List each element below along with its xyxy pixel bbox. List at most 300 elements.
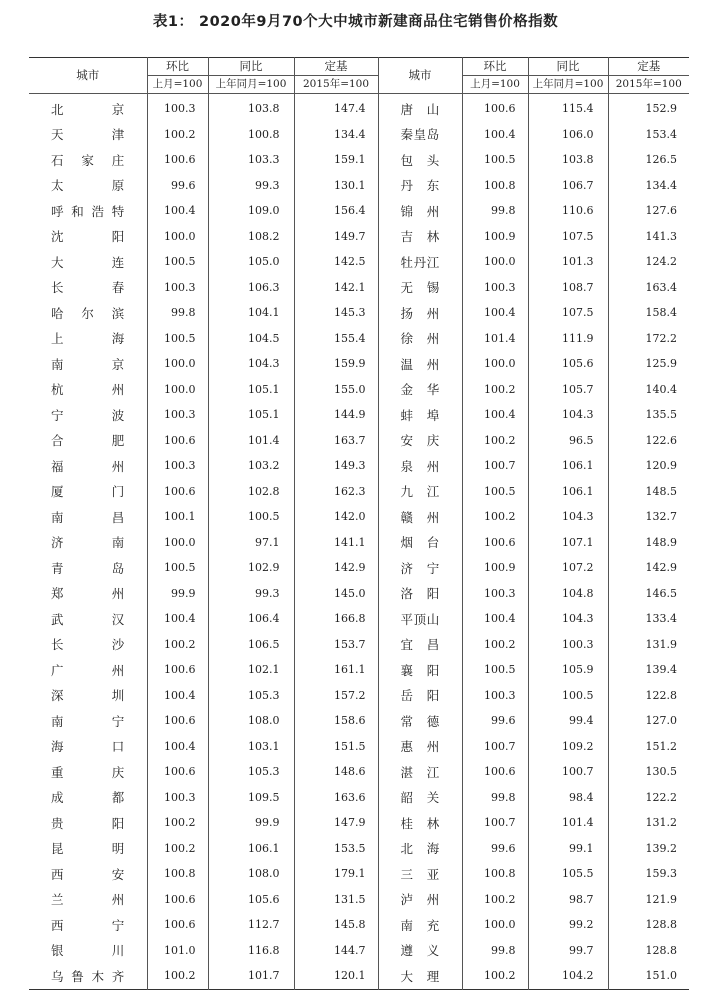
cell-city-left: 杭州 <box>51 382 125 398</box>
cell-yoy-left: 105.0 <box>208 249 294 275</box>
cell-yoy-left: 112.7 <box>208 912 294 938</box>
cell-city-left: 石家庄 <box>51 152 125 168</box>
cell-city-left: 乌鲁木齐 <box>51 968 125 984</box>
cell-base-left: 120.1 <box>294 963 378 989</box>
table-row <box>29 632 689 658</box>
cell-city-right: 牡丹江 <box>378 249 462 275</box>
cell-mom-left: 100.3 <box>147 785 208 811</box>
cell-mom-left: 100.6 <box>147 428 208 454</box>
cell-yoy-right: 107.5 <box>528 224 608 250</box>
cell-yoy-right: 99.4 <box>528 708 608 734</box>
cell-yoy-right: 106.1 <box>528 453 608 479</box>
cell-base-left: 148.6 <box>294 759 378 785</box>
cell-mom-left: 100.6 <box>147 708 208 734</box>
cell-yoy-left: 103.8 <box>208 94 294 122</box>
cell-city-right: 安庆 <box>378 428 462 454</box>
table-row <box>29 224 689 250</box>
table-row <box>29 581 689 607</box>
cell-mom-left: 100.6 <box>147 887 208 913</box>
cell-mom-left: 100.0 <box>147 224 208 250</box>
cell-city-right: 烟台 <box>378 530 462 556</box>
cell-yoy-right: 106.0 <box>528 122 608 148</box>
cell-mom-left: 100.0 <box>147 530 208 556</box>
cell-yoy-left: 103.2 <box>208 453 294 479</box>
cell-mom-right: 100.2 <box>462 504 528 530</box>
cell-city-left: 南昌 <box>51 509 125 525</box>
cell-yoy-left: 99.3 <box>208 173 294 199</box>
cell-yoy-left: 102.8 <box>208 479 294 505</box>
cell-city-left: 沈阳 <box>51 229 125 245</box>
subheader-base-right: 2015年=100 <box>608 76 689 94</box>
cell-mom-right: 100.4 <box>462 300 528 326</box>
cell-base-right: 120.9 <box>608 453 689 479</box>
cell-yoy-left: 105.6 <box>208 887 294 913</box>
cell-mom-left: 99.9 <box>147 581 208 607</box>
table-row <box>29 836 689 862</box>
cell-mom-left: 101.0 <box>147 938 208 964</box>
table-row <box>29 326 689 352</box>
cell-mom-right: 100.0 <box>462 249 528 275</box>
cell-yoy-left: 104.5 <box>208 326 294 352</box>
cell-base-right: 148.9 <box>608 530 689 556</box>
cell-base-right: 127.6 <box>608 198 689 224</box>
table-row <box>29 708 689 734</box>
cell-mom-left: 100.0 <box>147 377 208 403</box>
cell-mom-left: 100.3 <box>147 275 208 301</box>
cell-mom-left: 100.4 <box>147 683 208 709</box>
cell-mom-left: 100.2 <box>147 632 208 658</box>
cell-city-right: 三亚 <box>378 861 462 887</box>
cell-base-right: 127.0 <box>608 708 689 734</box>
cell-mom-left: 100.2 <box>147 836 208 862</box>
cell-base-right: 131.9 <box>608 632 689 658</box>
cell-base-left: 155.0 <box>294 377 378 403</box>
cell-city-left: 北京 <box>51 101 125 117</box>
cell-yoy-left: 101.4 <box>208 428 294 454</box>
cell-base-left: 163.6 <box>294 785 378 811</box>
cell-city-right: 唐山 <box>378 94 462 122</box>
cell-mom-right: 100.4 <box>462 606 528 632</box>
cell-yoy-right: 107.2 <box>528 555 608 581</box>
cell-base-left: 159.1 <box>294 147 378 173</box>
table-row <box>29 530 689 556</box>
cell-base-right: 134.4 <box>608 173 689 199</box>
cell-base-right: 151.0 <box>608 963 689 989</box>
cell-mom-left: 100.1 <box>147 504 208 530</box>
cell-base-left: 134.4 <box>294 122 378 148</box>
cell-yoy-left: 99.9 <box>208 810 294 836</box>
cell-mom-right: 100.3 <box>462 683 528 709</box>
cell-base-left: 147.4 <box>294 94 378 122</box>
cell-base-right: 142.9 <box>608 555 689 581</box>
cell-city-left: 海口 <box>51 739 125 755</box>
table-row <box>29 249 689 275</box>
header-base-right: 定基 <box>608 58 689 76</box>
cell-yoy-left: 102.1 <box>208 657 294 683</box>
cell-yoy-left: 106.4 <box>208 606 294 632</box>
cell-mom-left: 100.5 <box>147 249 208 275</box>
cell-base-left: 162.3 <box>294 479 378 505</box>
cell-city-left: 成都 <box>51 790 125 806</box>
cell-base-right: 128.8 <box>608 938 689 964</box>
cell-city-left: 深圳 <box>51 688 125 704</box>
cell-city-right: 温州 <box>378 351 462 377</box>
table-row <box>29 734 689 760</box>
cell-base-right: 172.2 <box>608 326 689 352</box>
cell-yoy-left: 108.2 <box>208 224 294 250</box>
cell-mom-right: 99.6 <box>462 708 528 734</box>
cell-base-right: 151.2 <box>608 734 689 760</box>
cell-base-right: 139.4 <box>608 657 689 683</box>
cell-mom-right: 99.8 <box>462 938 528 964</box>
cell-city-left: 宁波 <box>51 407 125 423</box>
table-row <box>29 887 689 913</box>
cell-mom-right: 100.9 <box>462 555 528 581</box>
cell-yoy-right: 104.3 <box>528 606 608 632</box>
cell-yoy-right: 100.7 <box>528 759 608 785</box>
cell-mom-right: 99.6 <box>462 836 528 862</box>
table-row <box>29 377 689 403</box>
cell-mom-right: 100.9 <box>462 224 528 250</box>
table-row <box>29 861 689 887</box>
cell-city-right: 湛江 <box>378 759 462 785</box>
cell-mom-left: 100.5 <box>147 326 208 352</box>
cell-mom-right: 101.4 <box>462 326 528 352</box>
cell-mom-right: 100.8 <box>462 173 528 199</box>
cell-yoy-right: 111.9 <box>528 326 608 352</box>
cell-city-left: 南京 <box>51 356 125 372</box>
cell-base-left: 142.1 <box>294 275 378 301</box>
header-city-left: 城市 <box>29 58 147 94</box>
cell-yoy-right: 99.2 <box>528 912 608 938</box>
cell-mom-left: 100.2 <box>147 122 208 148</box>
table-body <box>29 94 689 990</box>
cell-yoy-right: 115.4 <box>528 94 608 122</box>
cell-yoy-left: 97.1 <box>208 530 294 556</box>
subheader-mom-right: 上月=100 <box>462 76 528 94</box>
subheader-base-left: 2015年=100 <box>294 76 378 94</box>
cell-mom-left: 100.6 <box>147 479 208 505</box>
cell-base-right: 146.5 <box>608 581 689 607</box>
cell-city-left: 西安 <box>51 866 125 882</box>
cell-base-right: 133.4 <box>608 606 689 632</box>
cell-base-right: 125.9 <box>608 351 689 377</box>
cell-city-right: 常德 <box>378 708 462 734</box>
table-row <box>29 300 689 326</box>
cell-mom-left: 100.0 <box>147 351 208 377</box>
cell-yoy-left: 109.5 <box>208 785 294 811</box>
cell-yoy-left: 109.0 <box>208 198 294 224</box>
cell-city-left: 天津 <box>51 127 125 143</box>
cell-base-right: 148.5 <box>608 479 689 505</box>
cell-yoy-right: 100.5 <box>528 683 608 709</box>
cell-yoy-right: 104.3 <box>528 402 608 428</box>
cell-city-left: 南宁 <box>51 713 125 729</box>
cell-base-left: 166.8 <box>294 606 378 632</box>
table-row <box>29 606 689 632</box>
table-row <box>29 938 689 964</box>
cell-city-right: 宜昌 <box>378 632 462 658</box>
cell-city-left: 广州 <box>51 662 125 678</box>
cell-yoy-right: 100.3 <box>528 632 608 658</box>
table-row <box>29 504 689 530</box>
cell-base-right: 122.6 <box>608 428 689 454</box>
cell-yoy-right: 104.2 <box>528 963 608 989</box>
cell-base-right: 122.2 <box>608 785 689 811</box>
cell-city-right: 平顶山 <box>378 606 462 632</box>
cell-mom-right: 100.5 <box>462 147 528 173</box>
cell-yoy-right: 105.5 <box>528 861 608 887</box>
cell-base-right: 158.4 <box>608 300 689 326</box>
cell-base-right: 141.3 <box>608 224 689 250</box>
cell-yoy-right: 105.7 <box>528 377 608 403</box>
cell-mom-left: 100.4 <box>147 734 208 760</box>
cell-base-left: 151.5 <box>294 734 378 760</box>
cell-mom-right: 100.6 <box>462 530 528 556</box>
table-row <box>29 275 689 301</box>
cell-mom-left: 100.4 <box>147 606 208 632</box>
cell-base-right: 152.9 <box>608 94 689 122</box>
cell-city-right: 大理 <box>378 963 462 989</box>
cell-yoy-left: 108.0 <box>208 708 294 734</box>
cell-mom-left: 100.3 <box>147 402 208 428</box>
cell-yoy-right: 101.3 <box>528 249 608 275</box>
cell-city-left: 西宁 <box>51 917 125 933</box>
cell-city-left: 贵阳 <box>51 815 125 831</box>
cell-base-right: 130.5 <box>608 759 689 785</box>
cell-base-left: 145.8 <box>294 912 378 938</box>
cell-city-right: 泸州 <box>378 887 462 913</box>
cell-city-left: 长春 <box>51 280 125 296</box>
table-row <box>29 810 689 836</box>
cell-yoy-left: 105.3 <box>208 683 294 709</box>
cell-city-right: 惠州 <box>378 734 462 760</box>
cell-yoy-right: 110.6 <box>528 198 608 224</box>
cell-base-right: 135.5 <box>608 402 689 428</box>
cell-yoy-right: 103.8 <box>528 147 608 173</box>
cell-city-left: 长沙 <box>51 637 125 653</box>
cell-mom-right: 100.0 <box>462 351 528 377</box>
cell-mom-right: 100.6 <box>462 759 528 785</box>
cell-yoy-right: 105.9 <box>528 657 608 683</box>
table-row <box>29 785 689 811</box>
cell-city-right: 北海 <box>378 836 462 862</box>
cell-city-left: 上海 <box>51 331 125 347</box>
cell-mom-left: 100.2 <box>147 963 208 989</box>
table-row <box>29 683 689 709</box>
cell-yoy-left: 105.1 <box>208 402 294 428</box>
cell-mom-right: 100.3 <box>462 581 528 607</box>
cell-yoy-right: 99.7 <box>528 938 608 964</box>
cell-base-right: 163.4 <box>608 275 689 301</box>
cell-city-right: 遵义 <box>378 938 462 964</box>
table-title: 表1： 2020年9月70个大中城市新建商品住宅销售价格指数 <box>152 14 559 30</box>
cell-yoy-right: 105.6 <box>528 351 608 377</box>
cell-mom-right: 100.2 <box>462 428 528 454</box>
cell-city-left: 厦门 <box>51 484 125 500</box>
cell-mom-right: 100.0 <box>462 912 528 938</box>
cell-city-right: 锦州 <box>378 198 462 224</box>
subheader-yoy-right: 上年同月=100 <box>528 76 608 94</box>
table-row <box>29 657 689 683</box>
cell-city-right: 济宁 <box>378 555 462 581</box>
cell-yoy-left: 100.5 <box>208 504 294 530</box>
cell-mom-right: 100.5 <box>462 479 528 505</box>
header-city-right: 城市 <box>378 58 462 94</box>
cell-base-left: 179.1 <box>294 861 378 887</box>
cell-city-right: 赣州 <box>378 504 462 530</box>
cell-yoy-right: 106.1 <box>528 479 608 505</box>
cell-yoy-left: 103.1 <box>208 734 294 760</box>
cell-city-right: 金华 <box>378 377 462 403</box>
cell-yoy-right: 96.5 <box>528 428 608 454</box>
cell-base-right: 124.2 <box>608 249 689 275</box>
cell-base-left: 163.7 <box>294 428 378 454</box>
cell-yoy-right: 109.2 <box>528 734 608 760</box>
cell-base-left: 144.9 <box>294 402 378 428</box>
cell-yoy-right: 99.1 <box>528 836 608 862</box>
cell-base-right: 128.8 <box>608 912 689 938</box>
cell-mom-right: 100.3 <box>462 275 528 301</box>
cell-base-left: 157.2 <box>294 683 378 709</box>
cell-yoy-left: 102.9 <box>208 555 294 581</box>
header-mom-right: 环比 <box>462 58 528 76</box>
cell-city-right: 岳阳 <box>378 683 462 709</box>
table-row <box>29 351 689 377</box>
cell-city-left: 昆明 <box>51 841 125 857</box>
cell-city-right: 韶关 <box>378 785 462 811</box>
cell-base-right: 126.5 <box>608 147 689 173</box>
cell-base-left: 159.9 <box>294 351 378 377</box>
cell-base-left: 142.9 <box>294 555 378 581</box>
cell-city-left: 福州 <box>51 458 125 474</box>
cell-mom-right: 100.5 <box>462 657 528 683</box>
table-row <box>29 94 689 122</box>
cell-city-right: 桂林 <box>378 810 462 836</box>
cell-base-left: 155.4 <box>294 326 378 352</box>
cell-yoy-left: 106.5 <box>208 632 294 658</box>
cell-mom-right: 100.7 <box>462 734 528 760</box>
table-row <box>29 479 689 505</box>
cell-city-left: 兰州 <box>51 892 125 908</box>
cell-base-left: 145.3 <box>294 300 378 326</box>
cell-city-left: 大连 <box>51 254 125 270</box>
cell-city-right: 蚌埠 <box>378 402 462 428</box>
cell-base-left: 149.7 <box>294 224 378 250</box>
cell-mom-right: 100.2 <box>462 963 528 989</box>
cell-base-right: 121.9 <box>608 887 689 913</box>
cell-yoy-left: 106.1 <box>208 836 294 862</box>
cell-mom-left: 99.6 <box>147 173 208 199</box>
cell-yoy-right: 106.7 <box>528 173 608 199</box>
price-index-table <box>29 57 689 990</box>
cell-city-left: 银川 <box>51 943 125 959</box>
cell-base-left: 130.1 <box>294 173 378 199</box>
cell-yoy-right: 98.7 <box>528 887 608 913</box>
header-row <box>29 58 689 76</box>
cell-yoy-right: 108.7 <box>528 275 608 301</box>
cell-city-left: 济南 <box>51 535 125 551</box>
header-yoy-right: 同比 <box>528 58 608 76</box>
cell-yoy-left: 105.3 <box>208 759 294 785</box>
cell-base-left: 131.5 <box>294 887 378 913</box>
table-row <box>29 963 689 989</box>
cell-yoy-left: 106.3 <box>208 275 294 301</box>
cell-base-right: 159.3 <box>608 861 689 887</box>
cell-base-left: 142.0 <box>294 504 378 530</box>
cell-city-left: 重庆 <box>51 764 125 780</box>
table-row <box>29 555 689 581</box>
cell-mom-left: 100.8 <box>147 861 208 887</box>
cell-base-right: 140.4 <box>608 377 689 403</box>
table-row <box>29 453 689 479</box>
cell-base-left: 145.0 <box>294 581 378 607</box>
cell-mom-right: 100.2 <box>462 887 528 913</box>
cell-city-right: 九江 <box>378 479 462 505</box>
cell-base-right: 139.2 <box>608 836 689 862</box>
cell-mom-left: 100.6 <box>147 657 208 683</box>
cell-mom-right: 100.4 <box>462 402 528 428</box>
cell-city-left: 武汉 <box>51 611 125 627</box>
subheader-mom-left: 上月=100 <box>147 76 208 94</box>
cell-base-left: 153.5 <box>294 836 378 862</box>
cell-base-left: 153.7 <box>294 632 378 658</box>
cell-yoy-right: 104.8 <box>528 581 608 607</box>
cell-mom-right: 100.7 <box>462 810 528 836</box>
cell-base-left: 158.6 <box>294 708 378 734</box>
cell-mom-right: 100.4 <box>462 122 528 148</box>
cell-yoy-right: 98.4 <box>528 785 608 811</box>
table-row <box>29 122 689 148</box>
cell-base-left: 149.3 <box>294 453 378 479</box>
cell-yoy-left: 100.8 <box>208 122 294 148</box>
cell-yoy-left: 103.3 <box>208 147 294 173</box>
cell-mom-left: 100.6 <box>147 147 208 173</box>
table-row <box>29 198 689 224</box>
cell-mom-right: 99.8 <box>462 198 528 224</box>
cell-city-right: 秦皇岛 <box>378 122 462 148</box>
cell-base-right: 132.7 <box>608 504 689 530</box>
cell-mom-left: 100.5 <box>147 555 208 581</box>
table-row <box>29 759 689 785</box>
cell-base-right: 131.2 <box>608 810 689 836</box>
cell-mom-left: 100.2 <box>147 810 208 836</box>
subheader-yoy-left: 上年同月=100 <box>208 76 294 94</box>
cell-city-left: 哈尔滨 <box>51 305 125 321</box>
cell-yoy-left: 101.7 <box>208 963 294 989</box>
cell-mom-right: 100.2 <box>462 377 528 403</box>
table-row <box>29 428 689 454</box>
cell-base-right: 122.8 <box>608 683 689 709</box>
cell-yoy-right: 104.3 <box>528 504 608 530</box>
cell-city-left: 郑州 <box>51 586 125 602</box>
cell-city-right: 丹东 <box>378 173 462 199</box>
cell-mom-right: 100.8 <box>462 861 528 887</box>
cell-base-left: 142.5 <box>294 249 378 275</box>
cell-base-left: 156.4 <box>294 198 378 224</box>
cell-yoy-left: 104.3 <box>208 351 294 377</box>
cell-yoy-right: 107.5 <box>528 300 608 326</box>
cell-mom-right: 99.8 <box>462 785 528 811</box>
cell-mom-right: 100.6 <box>462 94 528 122</box>
cell-mom-left: 100.6 <box>147 759 208 785</box>
table-row <box>29 147 689 173</box>
cell-yoy-left: 116.8 <box>208 938 294 964</box>
cell-base-left: 141.1 <box>294 530 378 556</box>
cell-city-right: 包头 <box>378 147 462 173</box>
cell-yoy-left: 99.3 <box>208 581 294 607</box>
table-row <box>29 402 689 428</box>
